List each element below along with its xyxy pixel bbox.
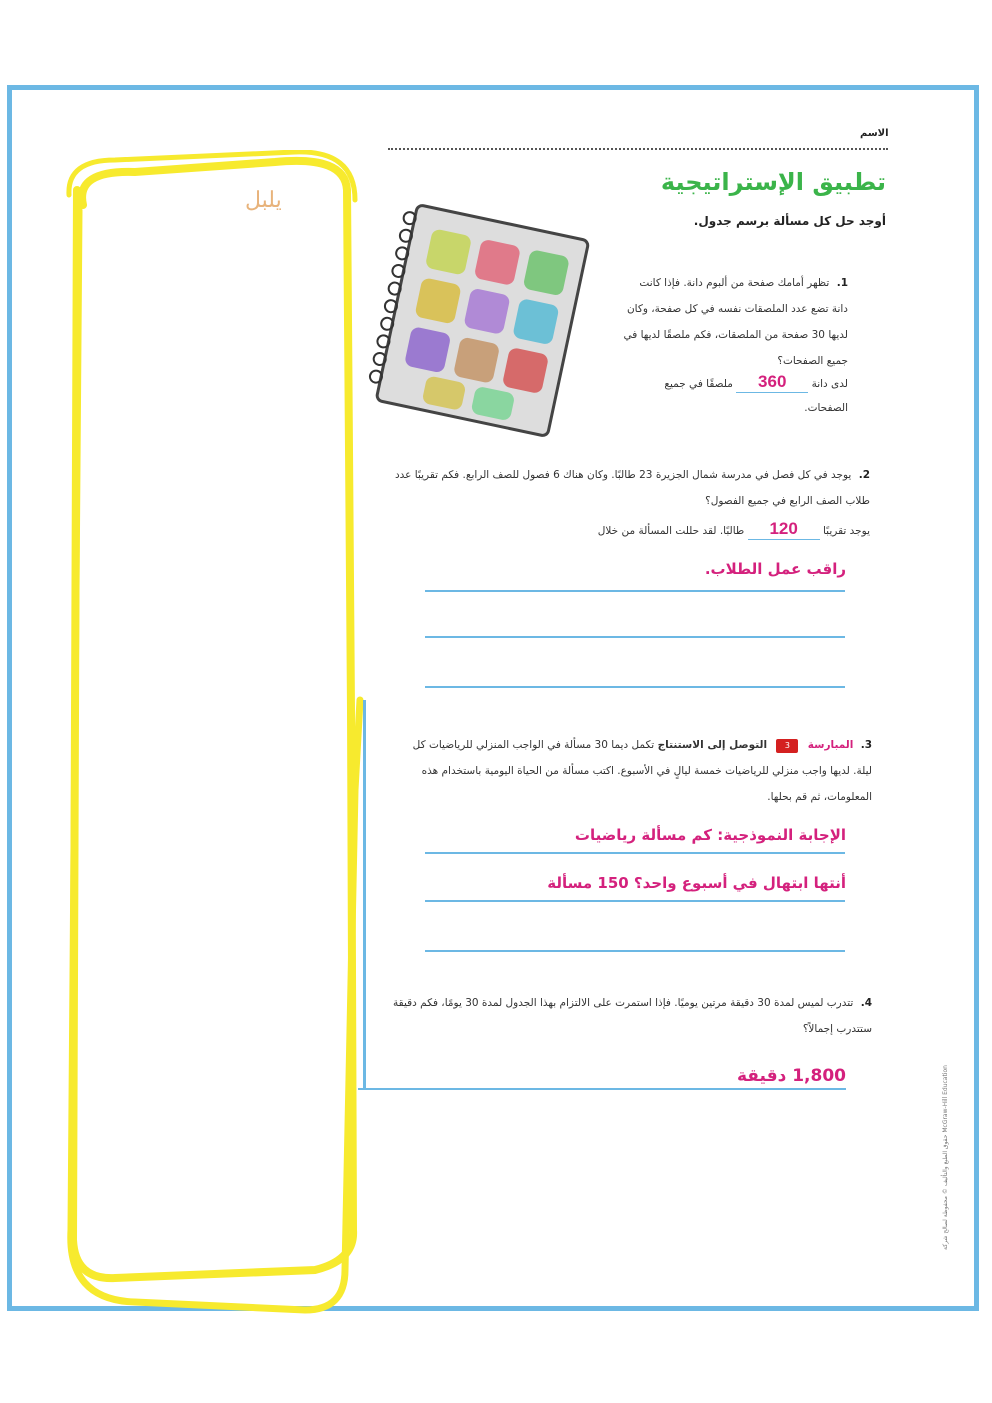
problem-1-number: 1.	[836, 277, 848, 289]
handwritten-note: يلبل	[245, 188, 282, 213]
problem-1-text: تظهر أمامك صفحة من ألبوم دانة. فإذا كانت دانة تضع عدد الملصقات نفسه في كل صفحة، وكان لديها 30 صفحة من الملصقات، فكم ملصقًا لديها في جميع الصفحات؟	[623, 277, 848, 367]
reasoning-arrow-icon: 3	[776, 739, 798, 753]
name-label: الاسم	[860, 128, 889, 139]
problem-4-number: 4.	[860, 997, 872, 1009]
challenge-label: المبارسة	[807, 739, 854, 751]
problem-2-answer-row	[470, 518, 870, 544]
problem-2-number: 2.	[858, 469, 870, 481]
margin-rule	[363, 700, 366, 1090]
problem-1-answer-row	[640, 372, 848, 420]
answer-line[interactable]	[425, 852, 845, 854]
problem-4-answer: 1,800 دقيقة	[736, 1066, 846, 1086]
problem-2-answer[interactable]: 120	[748, 519, 820, 540]
highlight-drawing	[55, 150, 375, 1315]
problem-1-answer-prefix: لدى دانة	[811, 378, 848, 390]
copyright-note	[938, 970, 952, 1250]
problem-3-number: 3.	[860, 739, 872, 751]
answer-line[interactable]	[425, 686, 845, 688]
answer-line[interactable]	[425, 950, 845, 952]
answer-line[interactable]	[425, 590, 845, 592]
problem-2	[390, 462, 870, 514]
answer-line[interactable]	[425, 636, 845, 638]
name-dotted-line	[388, 148, 888, 150]
problem-3-answer-line-1: الإجابة النموذجية: كم مسألة رياضيات	[574, 826, 846, 844]
problem-4-text: تتدرب لميس لمدة 30 دقيقة مرتين يوميًا. فإذا استمرت على الالتزام بهذا الجدول لمدة 30 يومًا، فكم دقيقة ستتدرب إجمالاً؟	[393, 997, 872, 1035]
problem-3-text: تكمل ديما 30 مسألة في الواجب المنزلي للرياضيات كل ليلة. لديها واجب منزلي للرياضيات خمسة ليالٍ في الأسبوع. اكتب مسألة من الحياة اليومية باستخدام هذه المعلومات، ثم قم بحلها.	[412, 739, 872, 803]
instructions: أوجد حل كل مسألة برسم جدول.	[693, 214, 886, 228]
problem-2-answer-suffix: طالبًا. لقد حللت المسألة من خلال	[597, 525, 745, 537]
problem-1	[620, 270, 848, 374]
problem-3	[398, 732, 872, 810]
sticker-album-image	[360, 195, 600, 445]
problem-1-answer-suffix: ملصقًا في جميع الصفحات.	[664, 378, 848, 414]
reasoning-label: التوصل إلى الاستنتاج	[657, 739, 768, 751]
problem-2-text: يوجد في كل فصل في مدرسة شمال الجزيرة 23 طالبًا. وكان هناك 6 فصول للصف الرابع. فكم تقريبًا عدد طلاب الصف الرابع في جميع الفصول؟	[394, 469, 870, 507]
problem-1-answer[interactable]: 360	[736, 372, 808, 393]
page-title: تطبيق الإستراتيجية	[660, 168, 886, 196]
problem-2-observe-note: راقب عمل الطلاب.	[704, 560, 846, 578]
problem-2-answer-prefix: يوجد تقريبًا	[822, 525, 870, 537]
copyright-text: حقوق الطبع والتأليف © محفوظة لصالح شركة McGraw-Hill Education	[942, 1065, 949, 1250]
problem-4	[380, 990, 872, 1042]
answer-line[interactable]	[425, 900, 845, 902]
answer-line[interactable]	[358, 1088, 846, 1090]
problem-3-answer-line-2: أنتها ابتهال في أسبوع واحد؟ 150 مسألة	[547, 874, 846, 892]
